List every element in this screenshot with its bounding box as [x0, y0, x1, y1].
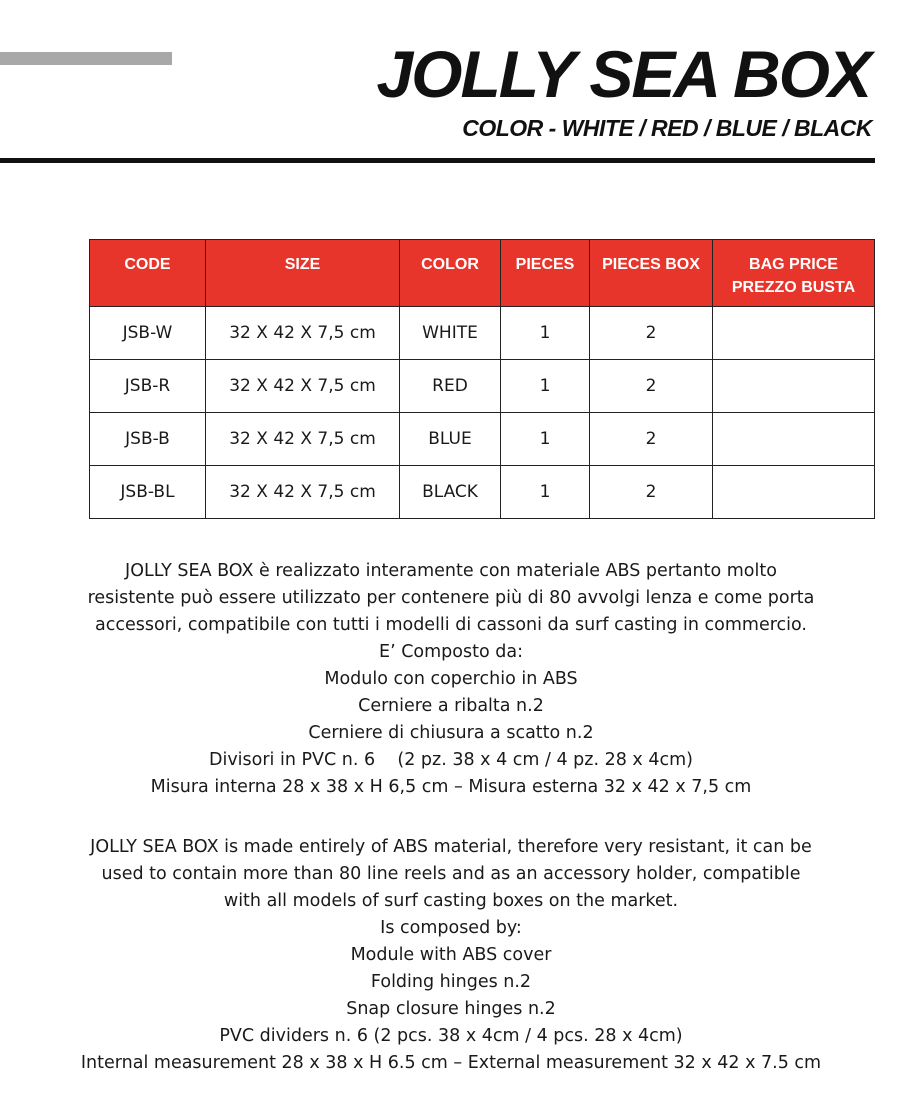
header-pieces: PIECES	[501, 240, 590, 307]
description-line: Snap closure hinges n.2	[346, 999, 556, 1019]
cell-code: JSB-B	[90, 413, 206, 466]
cell-pieces: 1	[501, 360, 590, 413]
header-size: SIZE	[206, 240, 400, 307]
description-line: resistente può essere utilizzato per contenere più di 80 avvolgi lenza e come porta	[87, 588, 815, 608]
description-line: JOLLY SEA BOX è realizzato interamente con materiale ABS pertanto molto	[125, 561, 777, 581]
description-line: Module with ABS cover	[350, 945, 552, 965]
description-line: used to contain more than 80 line reels and as an accessory holder, compatible	[101, 864, 801, 884]
description-line: E’ Composto da:	[379, 642, 523, 662]
cell-pieces: 1	[501, 413, 590, 466]
cell-size: 32 X 42 X 7,5 cm	[206, 360, 400, 413]
cell-pieces-box: 2	[590, 413, 713, 466]
cell-size: 32 X 42 X 7,5 cm	[206, 466, 400, 519]
description-line: JOLLY SEA BOX is made entirely of ABS material, therefore very resistant, it can be	[90, 837, 812, 857]
cell-code: JSB-R	[90, 360, 206, 413]
header-color: COLOR	[400, 240, 501, 307]
page-subtitle: COLOR - WHITE / RED / BLUE / BLACK	[462, 115, 872, 141]
description-line: Cerniere a ribalta n.2	[358, 696, 544, 716]
description-english	[0, 834, 902, 1077]
description-line: accessori, compatibile con tutti i modelli di cassoni da surf casting in commercio.	[94, 615, 807, 635]
table-row	[90, 413, 875, 466]
cell-color: RED	[400, 360, 501, 413]
cell-color: WHITE	[400, 307, 501, 360]
description-line: PVC dividers n. 6 (2 pcs. 38 x 4cm / 4 pcs. 28 x 4cm)	[219, 1026, 683, 1046]
cell-pieces-box: 2	[590, 307, 713, 360]
cell-size: 32 X 42 X 7,5 cm	[206, 413, 400, 466]
header-bag-price-label: BAG PRICE	[749, 256, 838, 273]
description-line: Modulo con coperchio in ABS	[324, 669, 578, 689]
header-prezzo-busta-label: PREZZO BUSTA	[731, 279, 856, 296]
header-bag-price	[713, 240, 875, 307]
description-line: Divisori in PVC n. 6 (2 pz. 38 x 4 cm / 4 pz. 28 x 4cm)	[208, 750, 693, 770]
table-header-row	[90, 240, 875, 307]
cell-bag-price	[713, 360, 875, 413]
cell-bag-price	[713, 413, 875, 466]
cell-pieces: 1	[501, 307, 590, 360]
description-line: Misura interna 28 x 38 x H 6,5 cm – Misura esterna 32 x 42 x 7,5 cm	[150, 777, 752, 797]
cell-color: BLACK	[400, 466, 501, 519]
cell-pieces: 1	[501, 466, 590, 519]
cell-bag-price	[713, 466, 875, 519]
page-title: JOLLY SEA BOX	[376, 37, 870, 111]
cell-bag-price	[713, 307, 875, 360]
description-line: Internal measurement 28 x 38 x H 6.5 cm – External measurement 32 x 42 x 7.5 cm	[80, 1053, 822, 1073]
table-row	[90, 360, 875, 413]
description-line: Folding hinges n.2	[370, 972, 532, 992]
table-row	[90, 307, 875, 360]
description-line: Cerniere di chiusura a scatto n.2	[308, 723, 594, 743]
description-italian	[0, 558, 902, 801]
cell-code: JSB-BL	[90, 466, 206, 519]
cell-pieces-box: 2	[590, 360, 713, 413]
cell-size: 32 X 42 X 7,5 cm	[206, 307, 400, 360]
cell-code: JSB-W	[90, 307, 206, 360]
product-table	[89, 239, 875, 519]
header-divider	[0, 158, 875, 163]
table-row	[90, 466, 875, 519]
description-line: Is composed by:	[380, 918, 522, 938]
cell-color: BLUE	[400, 413, 501, 466]
header-pieces-box: PIECES BOX	[590, 240, 713, 307]
cell-pieces-box: 2	[590, 466, 713, 519]
decorative-gray-bar	[0, 52, 172, 65]
header-code: CODE	[90, 240, 206, 307]
description-line: with all models of surf casting boxes on the market.	[223, 891, 679, 911]
